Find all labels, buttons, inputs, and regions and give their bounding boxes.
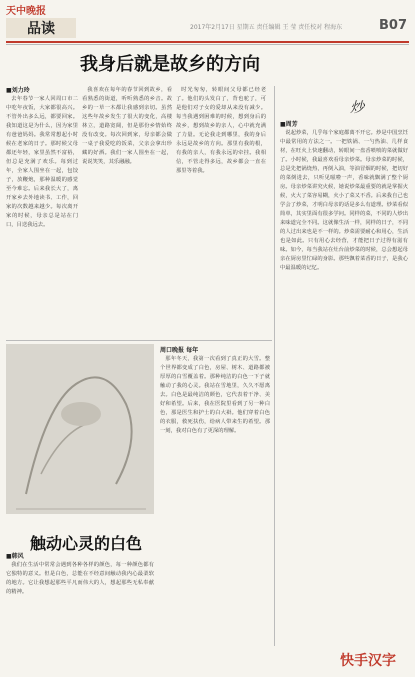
header-rule bbox=[6, 41, 409, 43]
newspaper-logo: 天中晚报 bbox=[6, 6, 46, 17]
main-article-col-1 bbox=[6, 86, 78, 336]
main-article-text-1: 去年春节一家人回周口市二中吃年夜饭，大家都很高兴。不管外出多么远，都要回家。我知道这是为什么，因为家里有爸爸妈妈。我常常想起小时候在老家的日子。那时候父母都还年轻，家里虽然不富裕，但总是充满了欢乐。每到过年，全家人围坐在一起，包饺子，放鞭炮，那种温暖的感觉至今难忘。后来我长大了，离开家乡去外地读书、工作，回家的次数越来越少。每次离开家的时候，母亲总是站在门口，目送我远去。 bbox=[6, 96, 78, 228]
lower-article-text-1: 我们在生活中常常会遇到各种各样的颜色，每一种颜色都有它独特的意义。但是白色，总能在不经意间触动我内心最柔软的地方。它让我想起那些平凡而伟大的人，想起那些无私奉献的精神。 bbox=[6, 562, 154, 595]
lower-article-caption: 周口晚报 每年 bbox=[160, 347, 199, 354]
right-section-title: 炒 bbox=[350, 100, 364, 116]
right-article-author: ■周芳 bbox=[280, 121, 298, 128]
main-article-col-3 bbox=[176, 86, 266, 336]
lower-article-text-2: 那年冬天，我第一次看到了真正的大雪。整个世界都变成了白色，房屋、树木、道路都被厚厚的白雪覆盖着。那种纯洁的白色一下子就触动了我的心灵。我站在雪地里，久久不愿离去。白色是最纯洁的颜色，它代表着干净、美好和希望。后来，我在医院里看到了另一种白色，那是医生和护士的白大褂。他们穿着白色的衣服，救死扶伤，给病人带来生的希望。那一刻，我对白色有了更深的理解。 bbox=[160, 356, 270, 434]
section-label: 品读 bbox=[6, 18, 76, 38]
header-rule-thin bbox=[6, 44, 409, 45]
section-divider bbox=[6, 340, 272, 341]
lower-article-col-1 bbox=[6, 552, 154, 652]
page-number: B07 bbox=[379, 18, 407, 33]
main-headline: 我身后就是故乡的方向 bbox=[80, 54, 260, 75]
illustration bbox=[6, 344, 154, 514]
main-article-col-2 bbox=[82, 86, 172, 336]
header-info: 2017年2月17日 星期五 责任编辑 王 莹 责任校对 程海东 bbox=[190, 24, 343, 31]
footer-logo: 快手汉字 bbox=[340, 653, 396, 669]
column-divider bbox=[274, 86, 275, 646]
illustration-art bbox=[6, 344, 154, 514]
main-article-author: ■刘力玲 bbox=[6, 87, 30, 94]
main-article-text-2: 我喜欢在每年的春节回到故乡，看看熟悉的街道，听听熟悉的乡音。故乡的一草一木都让我感到亲切。虽然这些年故乡发生了很大的变化，高楼林立，道路宽阔，但是那份乡情始终没有改变。每次回到家，母亲都会做一桌子我爱吃的饭菜，父亲会拿出珍藏的好酒。我们一家人围坐在一起，说说笑笑，其乐融融。 bbox=[82, 87, 172, 165]
right-article bbox=[280, 120, 408, 640]
lower-article-col-2 bbox=[160, 346, 270, 646]
main-article-text-3: 时光匆匆，转眼间父母都已经老了。他们的头发白了，背也驼了，可是他们对子女的爱却从来没有减少。每当我遇到困难的时候，想到身后的故乡，想到故乡的亲人，心中就充满了力量。无论我走到哪里，我的身后永远是故乡的方向。那里有我的根，有我的亲人，有我永远的牵挂。我相信，不管走得多远，故乡都会一直在那里等着我。 bbox=[176, 87, 266, 174]
right-article-text: 说起炒菜，几乎每个家庭都离不开它。炒是中国烹饪中最常用的方法之一。一把铁锅、一勺热油、几样食材，在旺火上快速翻动，转眼间一盘香喷喷的菜就做好了。小时候，我最喜欢看母亲炒菜。母亲炒菜的时候，总是先把锅烧热，再倒入油，等油冒烟的时候，把切好的菜倒进去，只听见嗞啦一声，香味就飘满了整个厨房。母亲炒菜讲究火候，她说炒菜最重要的就是掌握火候，火大了菜容易糊，火小了菜又不香。后来我自己也学会了炒菜，才明白母亲的话是多么有道理。炒菜看似简单，其实里面有很多学问。同样的菜，不同的人炒出来味道完全不同。这就像生活一样，同样的日子，不同的人过出来也是不一样的。炒菜需要耐心和用心，生活也是如此。只有用心去经营，才能把日子过得有滋有味。如今，每当我站在灶台前炒菜的时候，总会想起母亲在厨房里忙碌的身影。那些飘着菜香的日子，是我心中最温暖的记忆。 bbox=[280, 130, 408, 271]
lower-article-author: ■韩风 bbox=[6, 553, 24, 560]
lower-headline: 触动心灵的白色 bbox=[30, 534, 143, 553]
